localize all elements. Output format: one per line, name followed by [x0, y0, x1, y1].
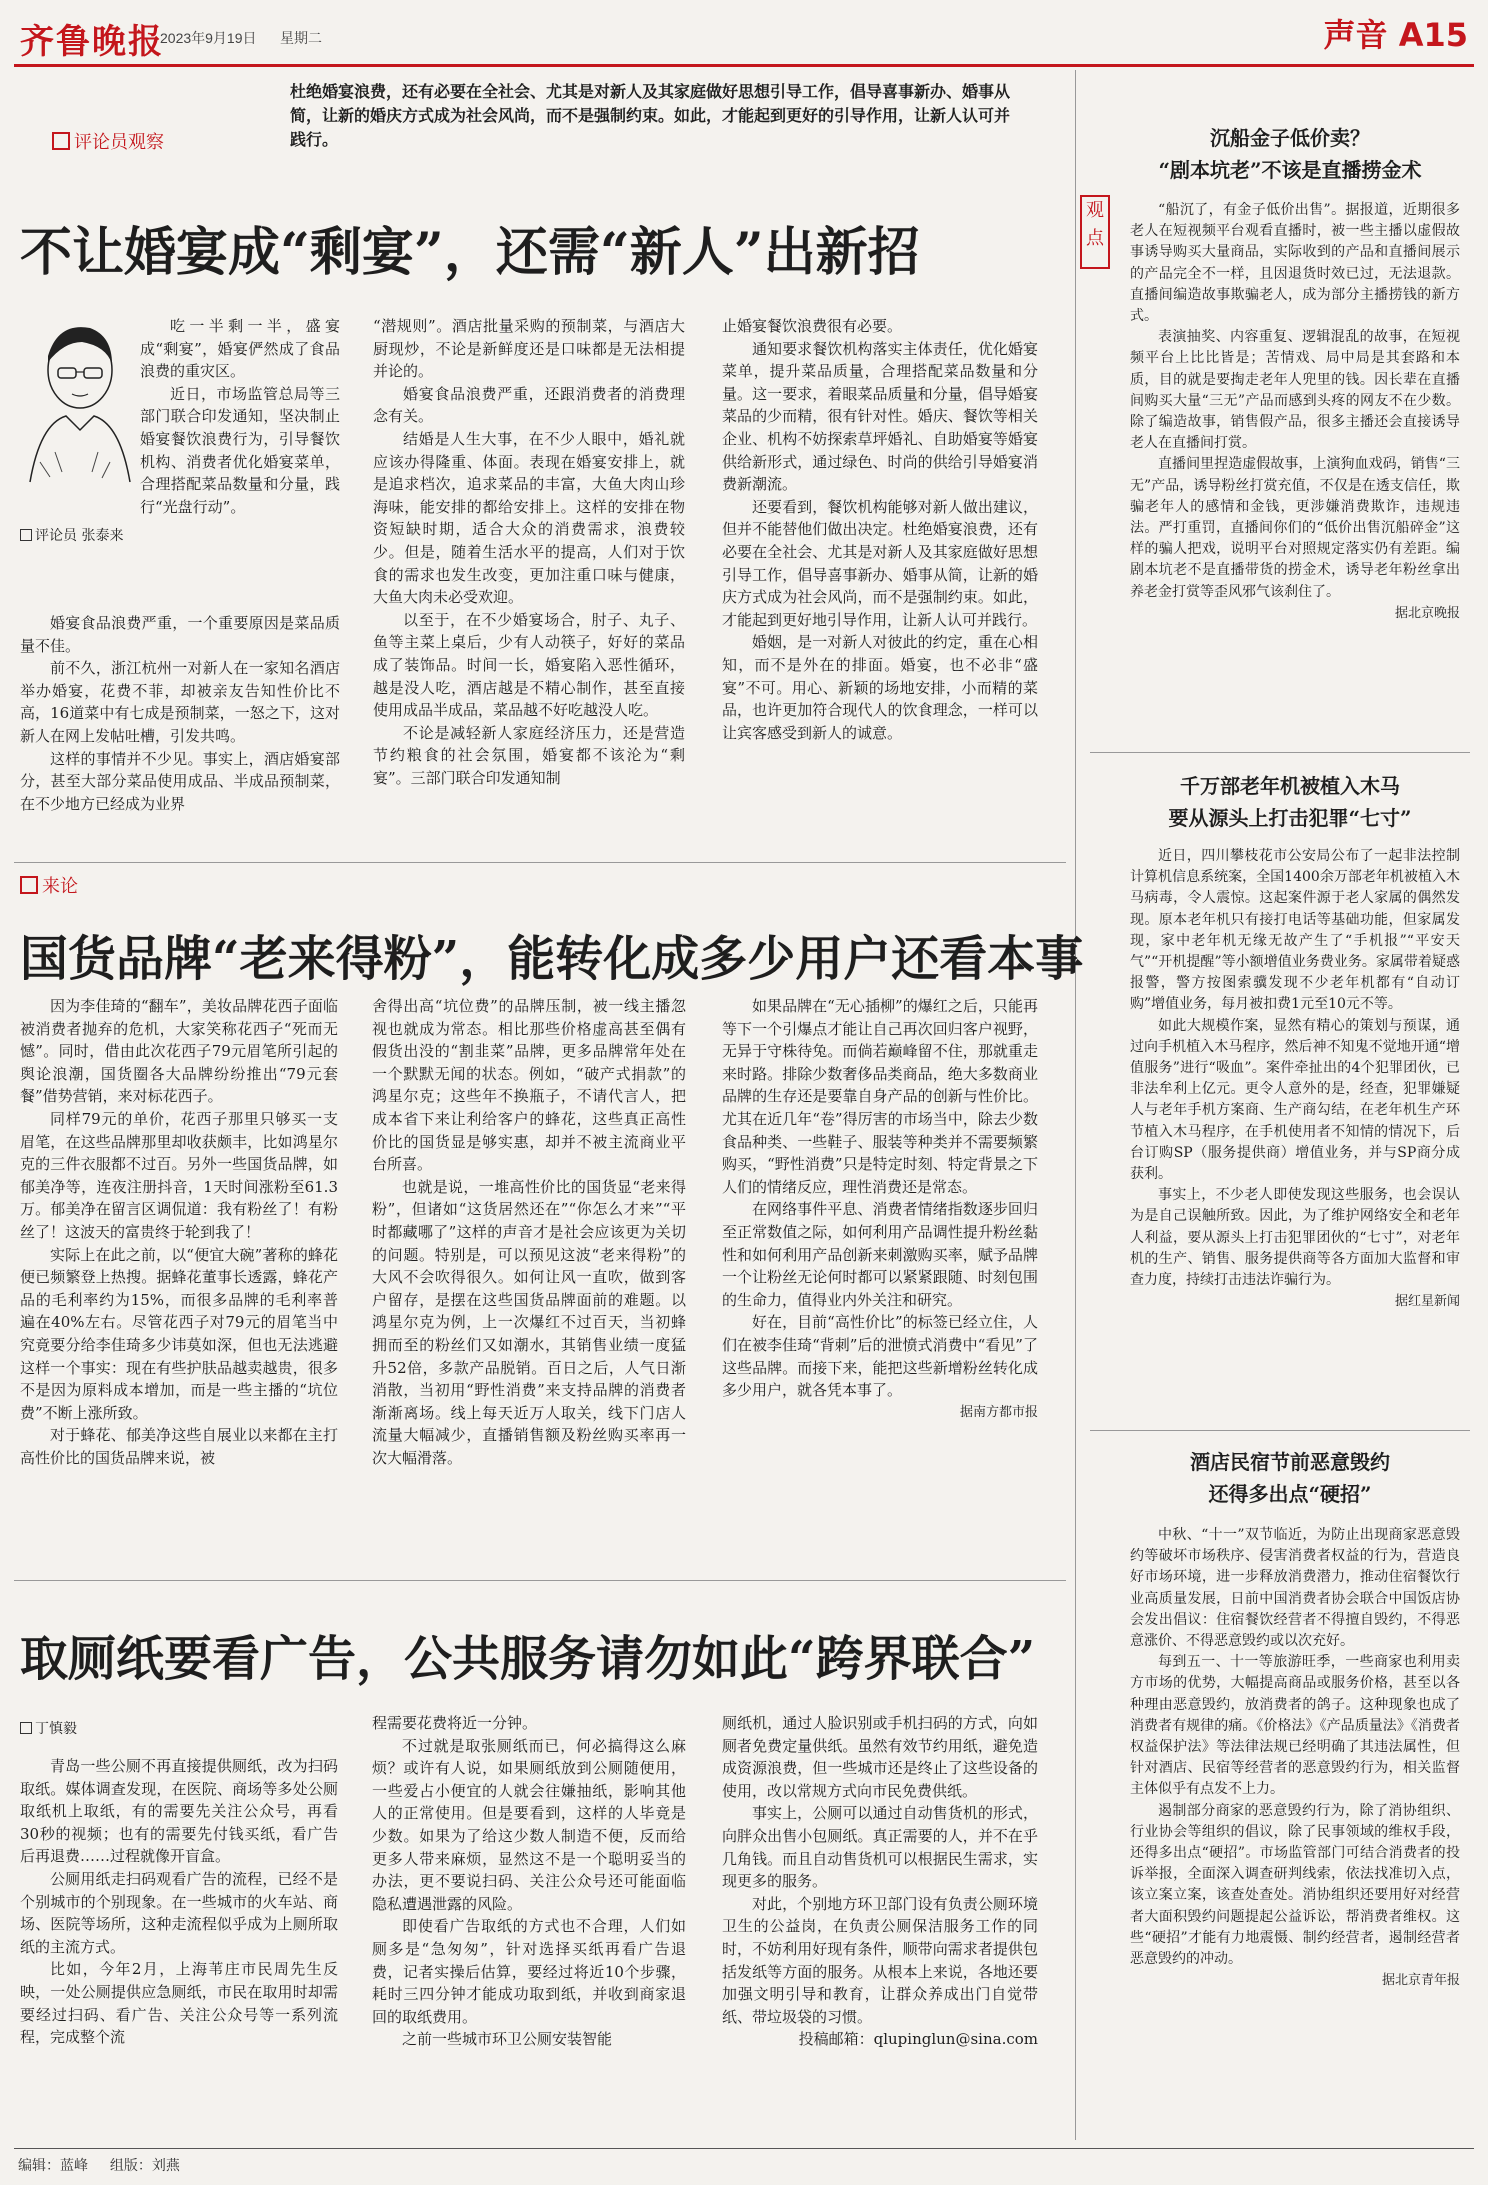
paragraph: 如此大规模作案，显然有精心的策划与预谋，通过向手机植入木马程序，然后神不知鬼不觉地开通“增值服务”进行“吸血”。案件牵扯出的4个犯罪团伙，已非法牟利上亿元。更令人意外的是，经查，犯罪嫌疑人与老年手机方案商、生产商勾结，在老年机生产环节植入木马程序，在手机使用者不知情的情况下，后台订购SP（服务提供商）增值业务，并与SP商分成获利。	[1130, 1017, 1460, 1183]
footer-rule	[14, 2148, 1474, 2149]
paragraph: 每到五一、十一等旅游旺季，一些商家也利用卖方市场的优势，大幅提高商品或服务价格，甚至以各种理由恶意毁约，放消费者的鸽子。这种现象也成了消费者有规律的痛。《价格法》《产品质量法》《消费者权益保护法》等法律法规已经明确了其违法属性，但针对酒店、民宿等经营者的恶意毁约行为，相关监督主体似乎有点发不上力。	[1130, 1654, 1460, 1798]
article3-col2	[372, 1712, 686, 2051]
article3-headline: 取厕纸要看广告，公共服务请勿如此“跨界联合”	[20, 1631, 1036, 1687]
section-divider	[14, 862, 1066, 863]
paragraph: 通知要求餐饮机构落实主体责任，优化婚宴菜单，提升菜品质量，合理搭配菜品数量和分量。这一要求，着眼菜品质量和分量，倡导婚宴菜品的少而精，很有针对性。婚庆、餐饮等相关企业、机构不妨探索草坪婚礼、自助婚宴等婚宴供给新形式，通过绿色、时尚的供给引导婚宴消费新潮流。	[722, 339, 1038, 494]
article1-tag: 评论员观察	[52, 128, 164, 154]
paragraph: 这样的事情并不少见。事实上，酒店婚宴部分，甚至大部分菜品使用成品、半成品预制菜，在不少地方已经成为业界	[20, 749, 340, 813]
sidebar3-body	[1130, 1525, 1460, 1991]
article1-col1-top	[140, 315, 340, 518]
paragraph: 厕纸机，通过人脸识别或手机扫码的方式，向如厕者免费定量供纸。虽然有效节约用纸，避免造成资源浪费，但一些城市还是终止了这些设备的使用，改以常规方式向市民免费供纸。	[722, 1714, 1038, 1800]
paragraph: 事实上，公厕可以通过自动售货机的形式，向胖众出售小包厕纸。真正需要的人，并不在乎几角钱。而且自动售货机可以根据民生需求，实现更多的服务。	[722, 1804, 1038, 1891]
article2-col2	[372, 995, 686, 1469]
paragraph: 青岛一些公厕不再直接提供厕纸，改为扫码取纸。媒体调查发现，在医院、商场等多处公厕取纸机上取纸，有的需要先关注公众号，再看30秒的视频；也有的需要先付钱买纸，看广告后再退费……过程就像开盲盒。	[20, 1757, 338, 1866]
sidebar1-source: 据北京晚报	[1394, 605, 1460, 621]
footer-credits	[18, 2155, 198, 2175]
paragraph: 公厕用纸走扫码观看广告的流程，已经不是个别城市的个别现象。在一些城市的火车站、商场、医院等场所，这种走流程似乎成为上厕所取纸的主流方式。	[20, 1869, 338, 1956]
paragraph: 止婚宴餐饮浪费很有必要。	[722, 317, 903, 335]
paragraph: 即使看广告取纸的方式也不合理，人们如厕多是“急匆匆”，针对选择买纸再看广告退费，记者实操后估算，要经过将近10个步骤，耗时三四分钟才能成功取到纸，并收到商家退回的取纸费用。	[372, 1917, 686, 2026]
paragraph: 中秋、“十一”双节临近，为防止出现商家恶意毁约等破坏市场秩序、侵害消费者权益的行为，营造良好市场环境，进一步释放消费潜力，推动住宿餐饮行业高质量发展，日前中国消费者协会联合中国饭店协会发出倡议：住宿餐饮经营者不得擅自毁约，不得恶意涨价、不得恶意毁约或以次充好。	[1130, 1527, 1460, 1650]
article2-source: 据南方都市报	[959, 1404, 1038, 1420]
paragraph: 吃一半剩一半，盛宴成“剩宴”，婚宴俨然成了食品浪费的重灾区。	[140, 317, 340, 381]
sidebar1-body	[1130, 200, 1460, 624]
submission-email[interactable]: 投稿邮箱：qlupinglun@sina.com	[798, 2030, 1038, 2049]
sidebar2-title-line2: 要从源头上打击犯罪“七寸”	[1168, 806, 1412, 830]
paragraph: 实际上在此之前，以“便宜大碗”著称的蜂花便已频繁登上热搜。据蜂花董事长透露，蜂花产品的毛利率约为15%，而很多品牌的毛利率普遍在40%左右。尽管花西子对79元的眉笔当中究竟要分给李佳琦多少讳莫如深，但也无法逃避这样一个事实：现在有些护肤品越卖越贵，很多不是因为原料成本增加，而是一些主播的“坑位费”不断上涨所致。	[20, 1245, 338, 1422]
paragraph: 不过就是取张厕纸而已，何必搞得这么麻烦？或许有人说，如果厕纸放到公厕随便用，一些爱占小便宜的人就会往嫌抽纸，影响其他人的正常使用。但是要看到，这样的人毕竟是少数。如果为了给这少数人制造不便，反而给更多人带来麻烦，显然这不是一个聪明妥当的办法，更不要说扫码、关注公众号还可能面临隐私遭遇泄露的风险。	[372, 1736, 686, 1913]
paragraph: 遏制部分商家的恶意毁约行为，除了消协组织、行业协会等组织的倡议，除了民事领域的维权手段，还得多出点“硬招”。市场监管部门可结合消费者的投诉举报，全面深入调查研判线索，依法找准切入点，该立案立案，该查处查处。消协组织还要用好对经营者大面积毁约问题提起公益诉讼，帮消费者维权。这些“硬招”才能有力地震慑、制约经营者，遏制经营者恶意毁约的冲动。	[1130, 1802, 1460, 1968]
paragraph: 还要看到，餐饮机构能够对新人做出建议，但并不能替他们做出决定。杜绝婚宴浪费，还有必要在全社会、尤其是对新人及其家庭做好思想引导工作，倡导喜事新办、婚事从简，让新的婚庆方式成为社会风尚，而不是强制约束。如此，才能起到更好地引导作用，让新人认可并践行。	[722, 497, 1038, 629]
article2-col1	[20, 995, 338, 1469]
paragraph: 直播间里捏造虚假故事，上演狗血戏码，销售“三无”产品，诱导粉丝打赏充值，不仅是在透支信任，欺骗老年人的感情和金钱，更涉嫌消费欺诈，违规违法。严打重罚，直播间你们的“低价出售沉船碎金”这样的骗人把戏，说明平台对照规定落实仍有差距。编剧本坑老不是直播带货的捞金术，诱导老年粉丝拿出养老金打赏等歪风邪气该刹住了。	[1130, 456, 1460, 600]
author-portrait	[20, 312, 135, 512]
paragraph: 不论是减轻新人家庭经济压力，还是营造节约粮食的社会氛围，婚宴都不该沦为“剩宴”。三部门联合印发通知制	[373, 723, 685, 787]
paragraph: 结婚是人生大事，在不少人眼中，婚礼就应该办得隆重、体面。表现在婚宴安排上，就是追求档次，追求菜品的丰富，大鱼大肉山珍海味，能安排的都给安排上。这样的安排在物资短缺时期，适合大众的消费需求，浪费较少。但是，随着生活水平的提高，人们对于饮食的需求也发生改变，更加注重口味与健康，大鱼大肉未必受欢迎。	[373, 429, 685, 607]
paragraph: 近日，市场监管总局等三部门联合印发通知，坚决制止婚宴餐饮浪费行为，引导餐饮机构、消费者优化婚宴菜单，合理搭配菜品数量和分量，践行“光盘行动”。	[140, 384, 340, 516]
paragraph: 婚宴食品浪费严重，一个重要原因是菜品质量不佳。	[20, 614, 340, 655]
sidebar3-source: 据北京青年报	[1381, 1973, 1460, 1989]
tag-box-icon	[52, 132, 70, 150]
article2-headline: 国货品牌“老来得粉”，能转化成多少用户还看本事	[20, 931, 1084, 987]
sidebar3-title-line1: 酒店民宿节前恶意毁约	[1190, 1450, 1390, 1474]
paragraph: 同样79元的单价，花西子那里只够买一支眉笔，在这些品牌那里却收获颇丰，比如鸿星尔克的三件衣服都不过百。另外一些国货品牌，如郁美净等，连夜注册抖音，1天时间涨粉至61.3万。郁美净在留言区调侃道：我有粉丝了！有粉丝了！这波天的富贵终于轮到我了！	[20, 1109, 338, 1241]
paragraph: 好在，目前“高性价比”的标签已经立住，人们在被李佳琦“背刺”后的泄愤式消费中“看见”了这些品牌。而接下来，能把这些新增粉丝转化成多少用户，就各凭本事了。	[722, 1313, 1038, 1400]
article1-lead: 杜绝婚宴浪费，还有必要在全社会、尤其是对新人及其家庭做好思想引导工作，倡导喜事新办、婚事从简，让新的婚庆方式成为社会风尚，而不是强制约束。如此，才能起到更好的引导作用，让新人认可并践行。	[290, 82, 1011, 149]
article1-headline: 不让婚宴成“剩宴”，还需“新人”出新招	[20, 222, 920, 283]
paragraph: 对此，个别地方环卫部门设有负责公厕环境卫生的公益岗，在负责公厕保洁服务工作的同时，不妨利用好现有条件，顺带向需求者提供包括发纸等方面的服务。从根本上来说，各地还要加强文明引导和教育，让群众养成出门自觉带纸、带垃圾袋的习惯。	[722, 1894, 1038, 2026]
sidebar-divider	[1090, 752, 1470, 753]
paragraph: 程需要花费将近一分钟。	[372, 1714, 538, 1732]
column-divider	[1075, 70, 1076, 2140]
article1-col1-bottom	[20, 612, 340, 815]
paragraph: 婚宴食品浪费严重，还跟消费者的消费理念有关。	[373, 384, 685, 426]
article3-col1	[20, 1755, 338, 2049]
article1-col2	[373, 315, 685, 789]
section-divider	[14, 1580, 1066, 1581]
paragraph: “潜规则”。酒店批量采购的预制菜，与酒店大厨现炒，不论是新鲜度还是口味都是无法相提并论的。	[373, 317, 685, 381]
sidebar1-title-line1: 沉船金子低价卖？	[1210, 126, 1370, 150]
article3-byline: 丁慎毅	[20, 1718, 77, 1738]
article1-col3	[722, 315, 1038, 744]
article1-byline: 评论员 张泰来	[20, 525, 123, 545]
sidebar3-title-line2: 还得多出点“硬招”	[1208, 1482, 1372, 1506]
paragraph: “船沉了，有金子低价出售”。据报道，近期很多老人在短视频平台观看直播时，被一些主播以虚假故事诱导购买大量商品，实际收到的产品和直播间展示的产品完全不一样，且因退货时效已过，无法退款。直播间编造故事欺骗老人，成为部分主播捞钱的新方式。	[1130, 202, 1460, 325]
sidebar-divider	[1090, 1430, 1470, 1431]
paragraph: 在网络事件平息、消费者情绪指数逐步回归至正常数值之际，如何利用产品调性提升粉丝黏性和如何利用产品创新来刺激购买率，赋予品牌一个让粉丝无论何时都可以紧紧跟随、时刻包围的生命力，值得业内外关注和研究。	[722, 1200, 1038, 1309]
paragraph: 也就是说，一堆高性价比的国货显“老来得粉”，但诸如“这货居然还在”“你怎么才来”“平时都藏哪了”这样的声音才是社会应该更为关切的问题。特别是，可以预见这波“老来得粉”的大风不会吹得很久。如何让风一直吹，做到客户留存，是摆在这些国货品牌面前的难题。以鸿星尔克为例，上一次爆红不过百天，当初蜂拥而至的粉丝们又如潮水，其销售业绩一度猛升52倍，多款产品脱销。百日之后，人气日渐消散，当初用“野性消费”来支持品牌的消费者渐渐离场。线上每天近万人取关，线下门店人流量大幅减少，直播销售额及粉丝购买率再一次大幅滑落。	[372, 1177, 686, 1467]
issue-weekday: 星期二	[280, 30, 322, 46]
designer-credit: 组版：刘燕	[109, 2157, 180, 2173]
sidebar2-title-line1: 千万部老年机被植入木马	[1180, 774, 1400, 798]
paragraph: 因为李佳琦的“翻车”，美妆品牌花西子面临被消费者抛弃的危机，大家笑称花西子“死而无憾”。同时，借由此次花西子79元眉笔所引起的舆论浪潮，国货圈各大品牌纷纷推出“79元套餐”借势营销，来对标花西子。	[20, 997, 338, 1106]
paragraph: 比如，今年2月，上海苇庄市民周先生反映，一处公厕提供应急厕纸，市民在取用时却需要经过扫码、看广告、关注公众号等一系列流程，完成整个流	[20, 1960, 338, 2047]
masthead-rule	[14, 64, 1474, 67]
sidebar2-body	[1130, 846, 1460, 1312]
paragraph: 近日，四川攀枝花市公安局公布了一起非法控制计算机信息系统案，全国1400余万部老年机被植入木马病毒，令人震惊。这起案件源于老人家属的偶然发现。原本老年机只有接打电话等基础功能，但家属发现，家中老年机无缘无故产生了“手机报”“平安天气”“开机提醒”等小额增值业务费业务。家属带着疑惑报警，警方按图索骥发现不少老年机都有“自动订购”增值业务，每月被扣费1元至10元不等。	[1130, 848, 1460, 1013]
newspaper-logo: 齐鲁晚报	[20, 22, 164, 62]
sidebar1-title	[1110, 122, 1470, 186]
article2-col3	[722, 995, 1038, 1424]
article2-tag: 来论	[20, 872, 78, 898]
paragraph: 前不久，浙江杭州一对新人在一家知名酒店举办婚宴，花费不菲，却被亲友告知性价比不高，16道菜中有七成是预制菜，一怒之下，这对新人在网上发帖吐槽，引发共鸣。	[20, 659, 340, 745]
paragraph: 婚姻，是一对新人对彼此的约定，重在心相知，而不是外在的排面。婚宴，也不必非“盛宴”不可。用心、新颖的场地安排，小而精的菜品，也许更加符合现代人的饮食理念，一样可以让宾客感受到新人的诚意。	[722, 633, 1038, 742]
paragraph: 以至于，在不少婚宴场合，肘子、丸子、鱼等主菜上桌后，少有人动筷子，好好的菜品成了装饰品。时间一长，婚宴陷入恶性循环，越是没人吃，酒店越是不精心制作，甚至直接使用成品半成品，菜品越不好吃越没人吃。	[373, 610, 685, 720]
paragraph: 表演抽奖、内容重复、逻辑混乱的故事，在短视频平台上比比皆是；苦情戏、局中局是其套路和本质，目的就是要掏走老年人兜里的钱。因长辈在直播间购买大量“三无”产品而感到头疼的网友不在少数。除了编造故事，销售假产品，很多主播还会直接诱导老人在直播间打赏。	[1130, 329, 1460, 452]
sidebar-tag: 观点	[1080, 195, 1110, 269]
byline-box-icon	[20, 529, 32, 541]
sidebar2-title	[1110, 770, 1470, 834]
paragraph: 舍得出高“坑位费”的品牌压制，被一线主播忽视也就成为常态。相比那些价格虚高甚至偶有假货出没的“割韭菜”品牌，更多品牌常年处在一个默默无闻的状态。例如，“破产式捐款”的鸿星尔克；这些年不换瓶子，不请代言人，把成本省下来让利给客户的蜂花，这些真正高性价比的国货显是够实惠，却并不被主流商业平台所喜。	[372, 997, 686, 1174]
paragraph: 如果品牌在“无心插柳”的爆红之后，只能再等下一个引爆点才能让自己再次回归客户视野，无异于守株待兔。而倘若巅峰留不住，那就重走来时路。排除少数奢侈品类商品，绝大多数商业品牌的生存还是要靠自身产品的创新与性价比。尤其在近几年“卷”得厉害的市场当中，除去少数食品种类、一些鞋子、服装等种类并不需要频繁购买，“野性消费”只是特定时刻、特定背景之下人们的情绪反应，理性消费还是常态。	[722, 997, 1038, 1196]
article3-col3	[722, 1712, 1038, 2051]
page-section: 声音 A15	[1323, 16, 1468, 54]
paragraph: 事实上，不少老人即使发现这些服务，也会误认为是自己误触所致。因此，为了维护网络安全和老年人利益，要从源头上打击犯罪团伙的“七寸”，对老年机的生产、销售、服务提供商等各方面加大监督和审查力度，持续打击违法诈骗行为。	[1130, 1187, 1460, 1289]
editor-credit: 编辑：蓝峰	[18, 2157, 88, 2173]
sidebar2-source: 据红星新闻	[1394, 1294, 1460, 1310]
sidebar3-title	[1110, 1446, 1470, 1510]
tag-box-icon	[20, 876, 38, 894]
paragraph: 之前一些城市环卫公厕安装智能	[402, 2030, 613, 2049]
paragraph: 对于蜂花、郁美净这些自展业以来都在主打高性价比的国货品牌来说，被	[20, 1426, 338, 1467]
byline-box-icon	[20, 1722, 32, 1734]
sidebar1-title-line2: “剧本坑老”不该是直播捞金术	[1158, 158, 1422, 182]
issue-date: 2023年9月19日	[160, 30, 257, 46]
